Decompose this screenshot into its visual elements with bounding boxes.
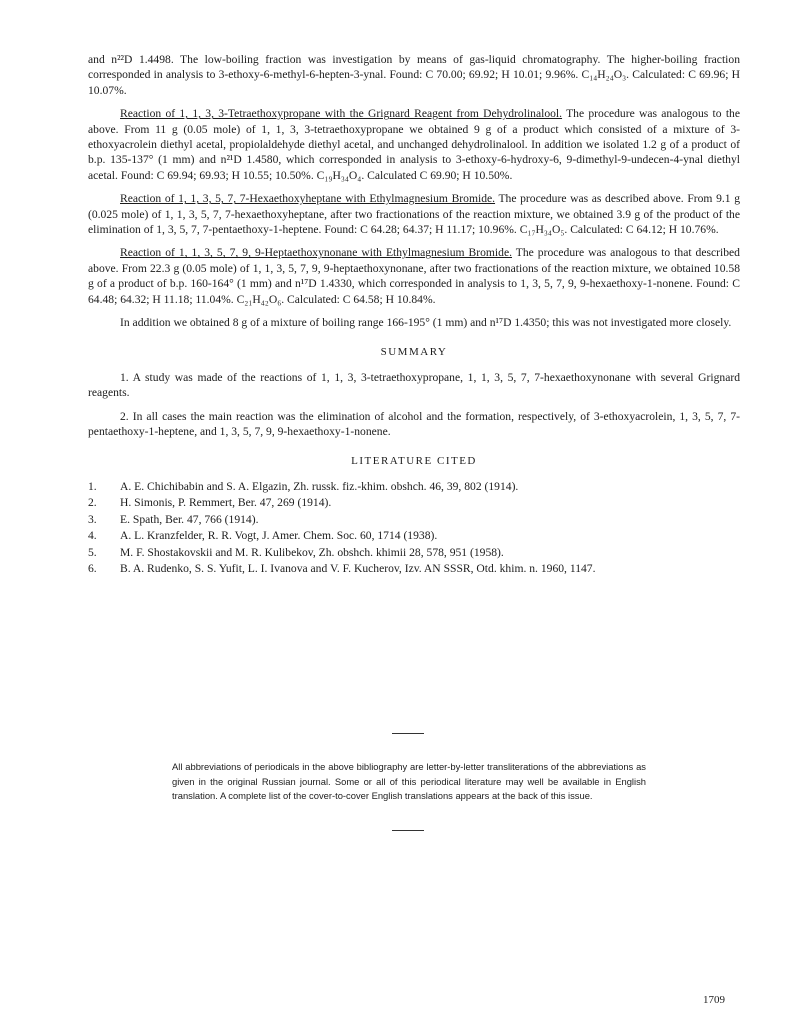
reference-item <box>88 495 740 510</box>
reference-item <box>88 561 740 576</box>
reference-text: A. L. Kranzfelder, R. R. Vogt, J. Amer. Chem. Soc. 60, 1714 (1938). <box>120 529 438 543</box>
summary-item-2: 2. In all cases the main reaction was the elimination of alcohol and the formation, respectively, of 3-ethoxyacrolein, 1, 3, 5, 7, 7-pentaethoxy-1-heptene, and 1, 3, 5, 7, 9, 9-hexaethoxy-1-nonene. <box>88 409 740 439</box>
paragraph-3-heading: Reaction of 1, 1, 3, 5, 7, 7-Hexaethoxyheptane with Ethylmagnesium Bromide. <box>120 192 496 206</box>
literature-heading: LITERATURE CITED <box>351 454 477 467</box>
paragraph-5 <box>88 315 740 330</box>
reference-item <box>88 512 740 527</box>
reference-text: B. A. Rudenko, S. S. Yufit, L. I. Ivanova and V. F. Kucherov, Izv. AN SSSR, Otd. khim. n. 1960, 1147. <box>120 561 596 575</box>
divider-top <box>392 733 424 734</box>
paragraph-1 <box>88 52 740 98</box>
reference-number: 2. <box>88 496 97 510</box>
paragraph-3-text: The procedure was as described above. From 9.1 g (0.025 mole) of 1, 1, 3, 5, 7, 7-hexaethoxyheptane, after two fractionations of the reaction mixture, we obtained 3.9 g of the product of the elimination of 1, 3, 5, 7, 7-pentaethoxy-1-heptene. Found: C 64.28; 64.37; H 11.17; 10.96%. C₁₇H₃₄O₅. Calculated: C 64.12; H 10.76%. <box>88 192 740 237</box>
reference-item <box>88 528 740 543</box>
bibliography-note: All abbreviations of periodicals in the above bibliography are letter-by-letter transliterations of the abbreviations as given in the original Russian journal. Some or all of this periodical literature may well be available in English translation. A complete list of the cover-to-cover English translations appears at the back of this issue. <box>172 761 646 801</box>
reference-text: A. E. Chichibabin and S. A. Elgazin, Zh. russk. fiz.-khim. obshch. 46, 39, 802 (1914). <box>120 479 519 493</box>
paragraph-4-heading: Reaction of 1, 1, 3, 5, 7, 9, 9-Heptaethoxynonane with Ethylmagnesium Bromide. <box>120 246 512 260</box>
reference-list <box>88 479 740 576</box>
reference-number: 6. <box>88 561 97 575</box>
reference-item <box>88 479 740 494</box>
paragraph-3 <box>88 191 740 237</box>
paragraph-5-text: In addition we obtained 8 g of a mixture of boiling range 166-195° (1 mm) and n¹⁷D 1.4350; this was not investigated more closely. <box>120 316 732 330</box>
paragraph-2-heading: Reaction of 1, 1, 3, 3-Tetraethoxypropane with the Grignard Reagent from Dehydrolinalool. <box>120 107 563 121</box>
page-number: 1709 <box>703 994 725 1006</box>
paragraph-4 <box>88 245 740 307</box>
paragraph-2-text: The procedure was analogous to the above. From 11 g (0.05 mole) of 1, 1, 3, 3-tetraethoxypropane we obtained 9 g of a product which consisted of a mixture of 3-ethoxyacrolein diethyl acetal, propiolaldehyde diethyl acetal, and unchanged dehydrolinalool. In addition we isolated 1.2 g of a product of b.p. 135-137° (1 mm) and n²¹D 1.4580, which corresponded in analysis to 3-ethoxy-6-hydroxy-6, 9-dimethyl-9-undecen-4-ynal diethyl acetal. Found: C 69.94; 69.93; H 10.55; 10.50%. C₁₉H₃₄O₄. Calculated C 69.90; H 10.50%. <box>88 107 740 182</box>
summary-item-1: 1. A study was made of the reactions of 1, 1, 3, 3-tetraethoxypropane, 1, 1, 3, 5, 7, 7-hexaethoxynonane with several Grignard reagents. <box>88 370 740 400</box>
reference-number: 4. <box>88 529 97 543</box>
article-body <box>88 52 740 577</box>
divider-bottom <box>392 830 424 831</box>
reference-text: H. Simonis, P. Remmert, Ber. 47, 269 (1914). <box>120 496 332 510</box>
reference-text: E. Spath, Ber. 47, 766 (1914). <box>120 512 259 526</box>
reference-number: 1. <box>88 479 97 493</box>
paragraph-2 <box>88 106 740 183</box>
reference-number: 3. <box>88 512 97 526</box>
paragraph-4-text: The procedure was analogous to that described above. From 22.3 g (0.05 mole) of 1, 1, 3, 5, 7, 9, 9-heptaethoxynonane, after two fractionations of the reaction mixture, we obtained 10.58 g of a product of b.p. 160-164° (1 mm) and n¹⁷D 1.4330, which corresponded in analysis to 1, 3, 5, 7, 9, 9-hexaethoxy-1-nonene. Found: C 64.48; 64.32; H 11.18; 11.04%. C₂₁H₄₂O₆. Calculated: C 64.58; H 10.84%. <box>88 246 740 306</box>
reference-number: 5. <box>88 545 97 559</box>
summary-heading: SUMMARY <box>380 345 448 358</box>
reference-text: M. F. Shostakovskii and M. R. Kulibekov, Zh. obshch. khimii 28, 578, 951 (1958). <box>120 545 504 559</box>
paragraph-1-text: and n²²D 1.4498. The low-boiling fraction was investigation by means of gas-liquid chromatography. The higher-boiling fraction corresponded in analysis to 3-ethoxy-6-methyl-6-hepten-3-ynal. Found: C 70.00; 69.92; H 10.01; 9.96%. C₁₄H₂₄O₃. Calculated: C 69.96; H 10.07%. <box>88 53 740 97</box>
reference-item <box>88 545 740 560</box>
